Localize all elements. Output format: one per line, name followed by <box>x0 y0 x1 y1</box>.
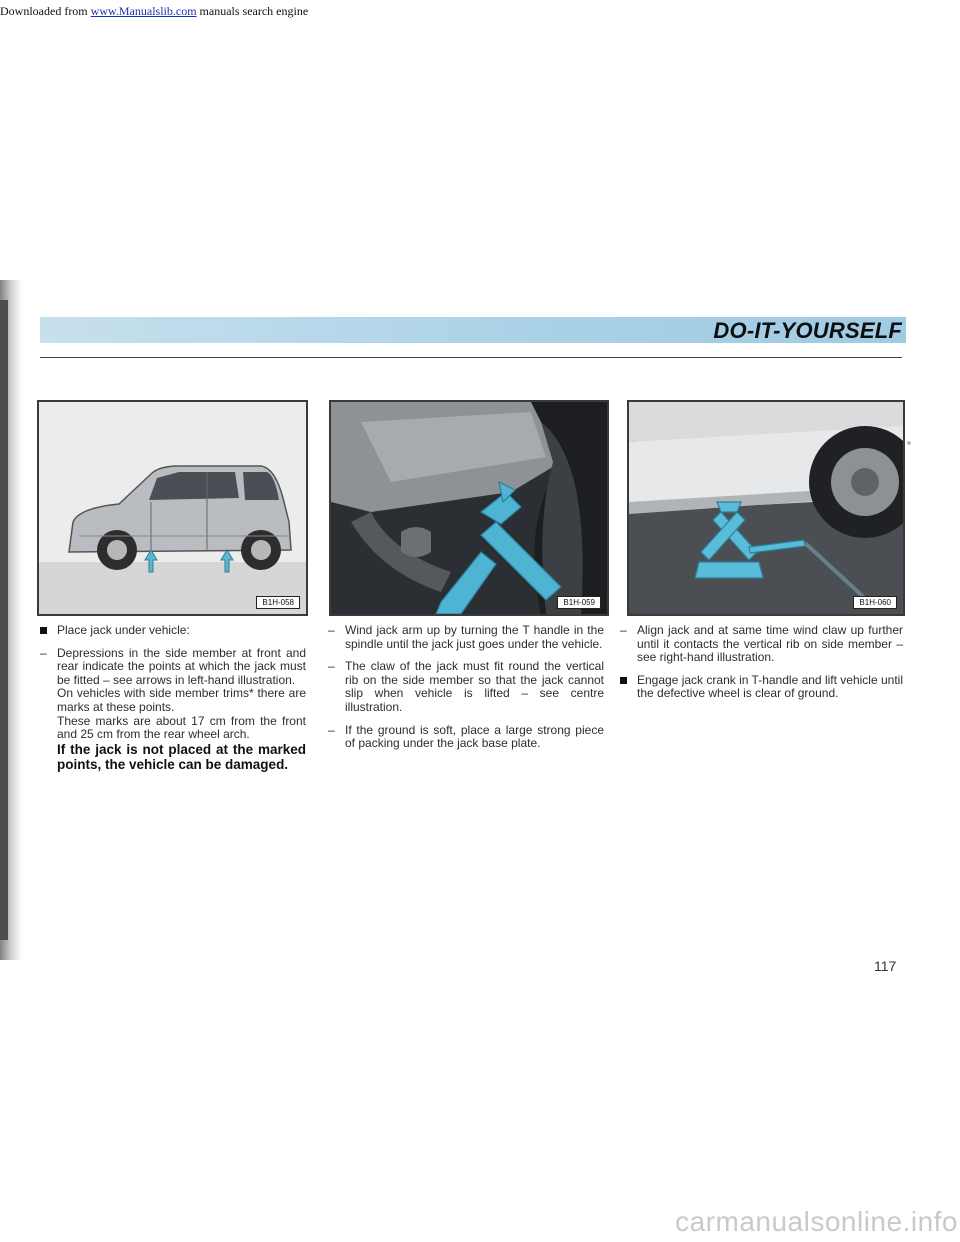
source-suffix: manuals search engine <box>196 4 309 18</box>
bullet-marker <box>40 627 47 634</box>
figure-jack-claw <box>329 400 609 616</box>
dash-wind-jack <box>328 624 604 651</box>
figure-jack-points <box>37 400 308 616</box>
dash-align-jack <box>620 624 903 665</box>
text-column-1 <box>40 624 306 772</box>
bullet-engage-crank <box>620 674 903 701</box>
text-column-2 <box>328 624 604 760</box>
download-source-line <box>0 4 308 19</box>
dash-marker: – <box>328 659 335 674</box>
page-number: 117 <box>874 958 897 974</box>
dash-marker: – <box>620 623 627 637</box>
figure-label-2: B1H-059 <box>557 596 601 609</box>
bullet-text: Place jack under vehicle: <box>57 623 190 637</box>
text-column-3 <box>620 624 903 710</box>
print-speck <box>907 441 911 445</box>
dash-soft-ground <box>328 724 604 751</box>
figure-label-1: B1H-058 <box>256 596 300 609</box>
marks-distance-note: These marks are about 17 cm from the front and 25 cm from the rear wheel arch. <box>57 713 306 742</box>
dash-text: Align jack and at same time wind claw up further until it contacts the vertical rib on side member – see right-hand illustration. <box>637 623 903 665</box>
side-member-trims-note: On vehicles with side member trims* there are marks at these points. <box>57 686 306 714</box>
dash-text: The claw of the jack must fit round the vertical rib on the side member so that the jack cannot slip when vehicle is lifted – see centre illustration. <box>345 659 604 714</box>
figure-jack-crank <box>627 400 905 616</box>
dash-marker: – <box>328 722 335 737</box>
bullet-marker <box>620 677 627 684</box>
header-rule <box>40 357 902 358</box>
jack-claw-illustration <box>331 402 607 614</box>
source-prefix: Downloaded from <box>0 4 91 18</box>
manualslib-link[interactable]: www.Manualslib.com <box>90 4 197 18</box>
figure-label-3: B1H-060 <box>853 596 897 609</box>
dash-text: If the ground is soft, place a large strong piece of packing under the jack base plate. <box>345 722 604 751</box>
bullet-text: Engage jack crank in T-handle and lift vehicle until the defective wheel is clear of ground. <box>637 672 903 701</box>
car-side-illustration <box>39 402 306 614</box>
dash-depressions <box>40 647 306 688</box>
bullet-place-jack <box>40 624 306 638</box>
dash-claw-fit <box>328 660 604 714</box>
dash-text: Wind jack arm up by turning the T handle in the spindle until the jack just goes under the vehicle. <box>345 623 604 651</box>
section-title: DO-IT-YOURSELF <box>713 318 902 343</box>
dash-text: Depressions in the side member at front and rear indicate the points at which the jack must be fitted – see arrows in left-hand illustration. <box>57 645 306 687</box>
watermark: carmanualsonline.info <box>675 1206 958 1237</box>
dash-marker: – <box>328 623 335 637</box>
jack-crank-illustration <box>629 402 903 614</box>
dash-marker: – <box>40 645 47 660</box>
damage-warning: If the jack is not placed at the marked points, the vehicle can be damaged. <box>57 741 306 772</box>
page-spine-edge <box>0 300 8 940</box>
